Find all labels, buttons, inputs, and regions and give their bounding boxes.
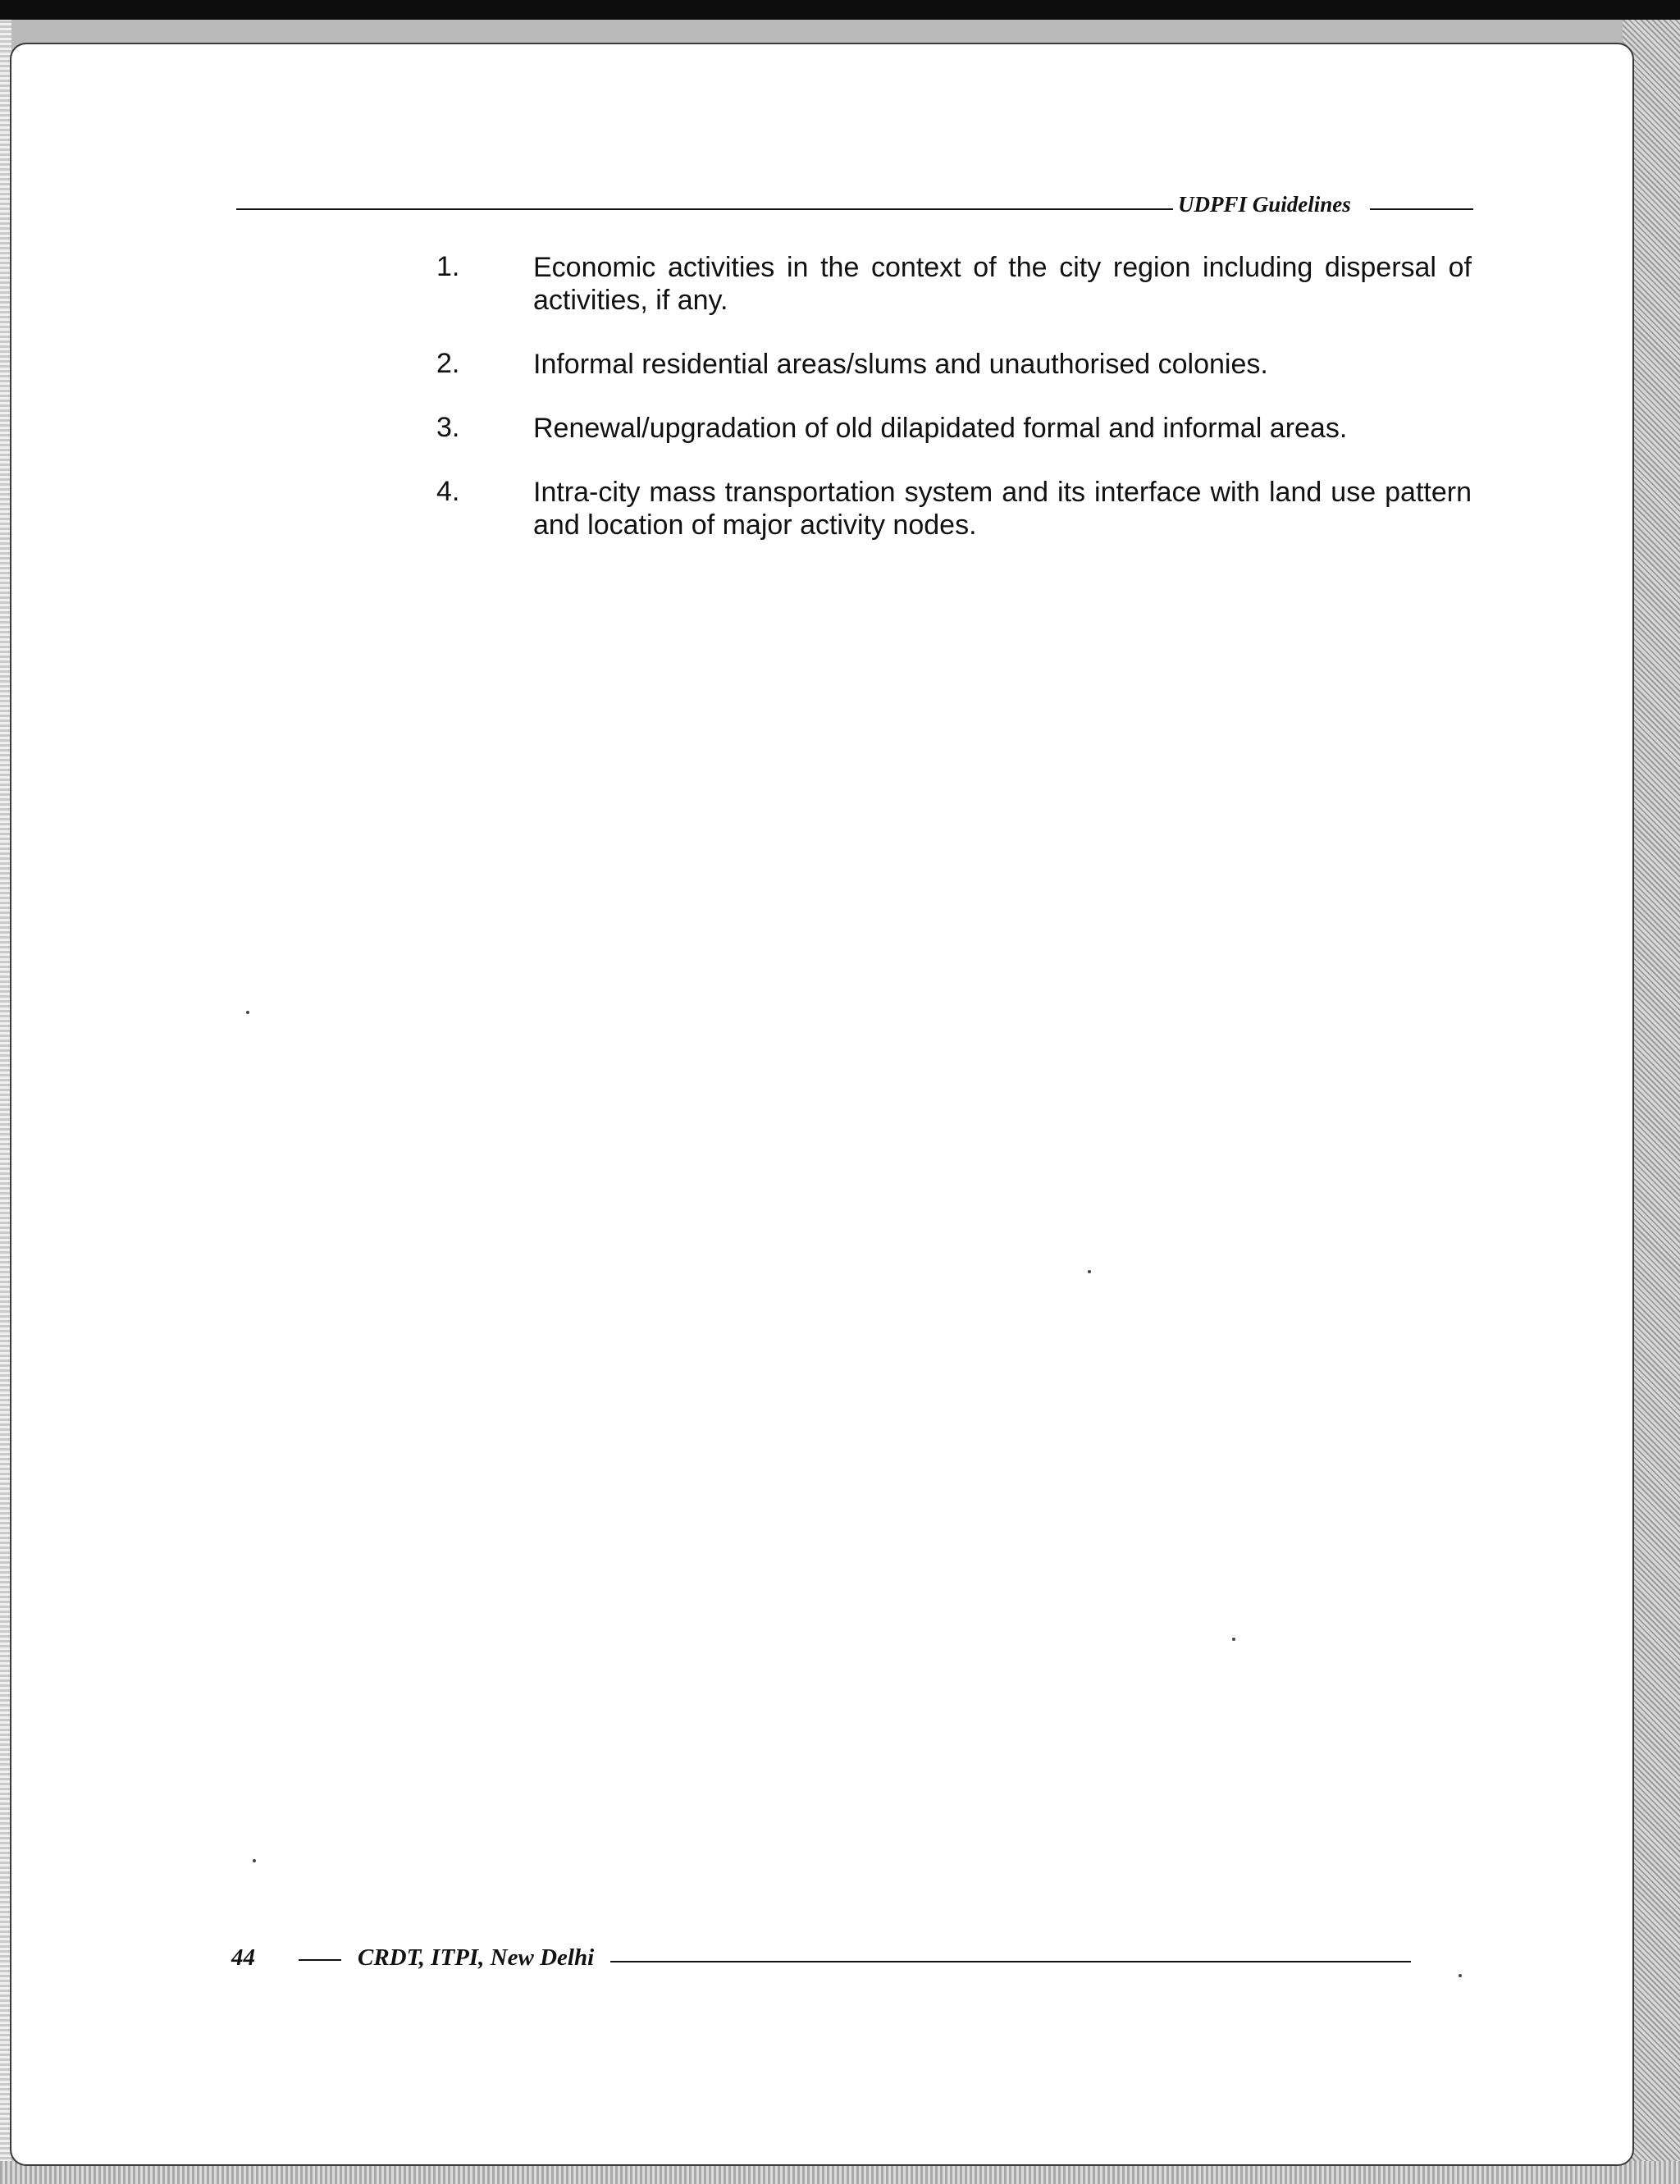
- list-item-number: 3.: [436, 412, 460, 443]
- header-rule-right: [1370, 208, 1473, 210]
- scan-speck: [246, 1011, 249, 1014]
- scan-speck: [253, 1859, 256, 1862]
- footer-dash: [299, 1959, 341, 1961]
- footer-rule: [610, 1961, 1411, 1962]
- list-item: [436, 412, 1472, 445]
- list-item-number: 2.: [436, 348, 460, 379]
- scan-top-border: [0, 0, 1680, 20]
- running-header: [236, 192, 1473, 218]
- list-item-text: Renewal/upgradation of old dilapidated formal and informal areas.: [533, 413, 1348, 444]
- list-item-text: Informal residential areas/slums and unauthorised colonies.: [533, 349, 1268, 380]
- list-item-number: 4.: [436, 476, 460, 507]
- numbered-list: [436, 251, 1472, 573]
- header-title: UDPFI Guidelines: [1178, 192, 1351, 217]
- list-item: [436, 348, 1472, 381]
- list-item-text: Economic activities in the context of the city region including dispersal of activities, if any.: [533, 252, 1472, 316]
- list-item: [436, 476, 1472, 541]
- scan-speck: [1232, 1638, 1235, 1641]
- page-number: 44: [231, 1944, 255, 1971]
- scan-speck: [1088, 1270, 1091, 1273]
- running-footer: [231, 1944, 1413, 1974]
- header-rule-left: [236, 208, 1173, 210]
- list-item: [436, 251, 1472, 317]
- scan-speck: [1459, 1974, 1462, 1977]
- footer-organization: CRDT, ITPI, New Delhi: [358, 1944, 595, 1971]
- list-item-number: 1.: [436, 251, 460, 282]
- list-item-text: Intra-city mass transportation system and its interface with land use pattern and location of major activity nodes.: [533, 477, 1472, 541]
